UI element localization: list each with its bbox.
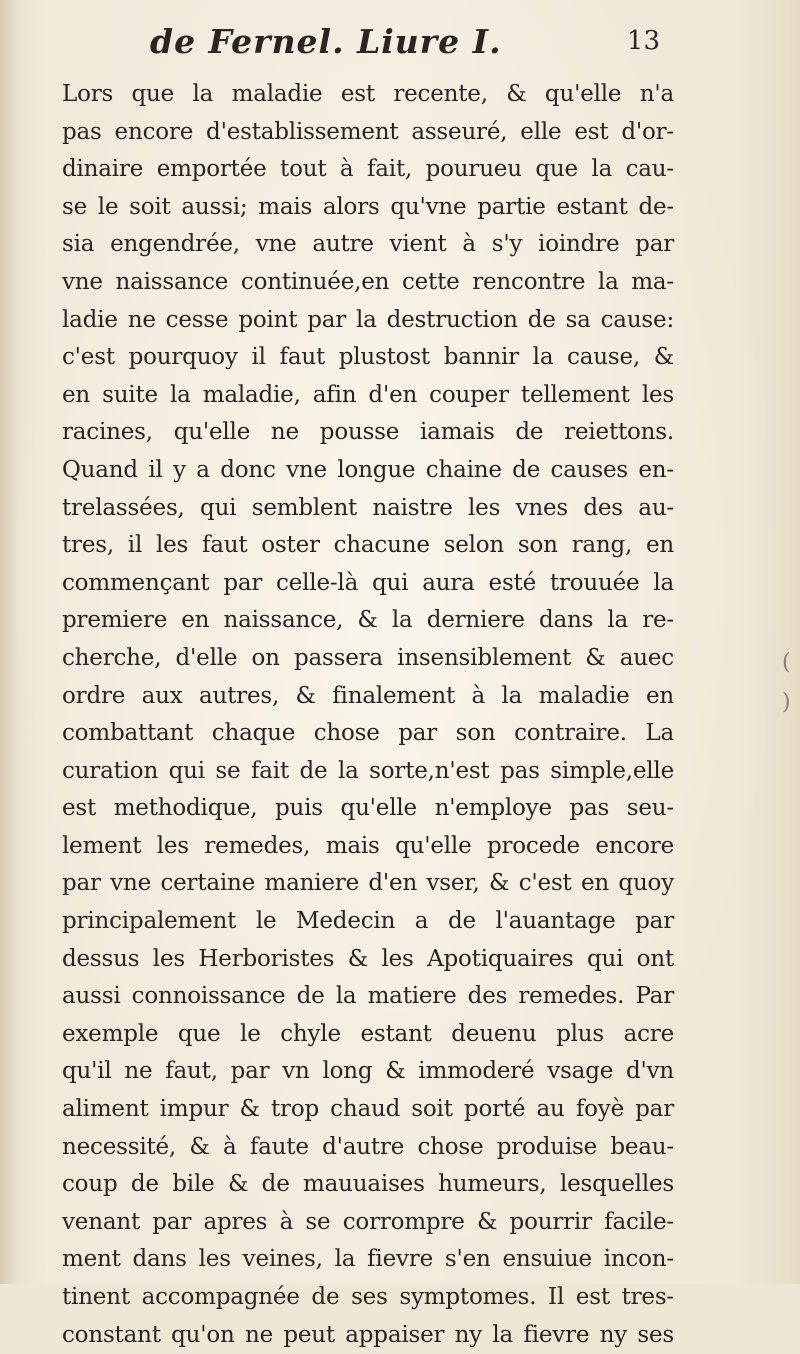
text-line: dessus les Herboristes & les Apotiquaires qui ont [62,945,674,972]
text-line: pas encore d'establissement asseuré, elle est d'or- [62,118,674,145]
body-text [62,76,674,1354]
text-line: c'est pourquoy il faut plustost bannir la cause, & [62,344,674,371]
text-line: necessité, & à faute d'autre chose produise beau- [62,1133,674,1160]
text-line: Lors que la maladie est recente, & qu'elle n'a [62,81,674,107]
text-line: trelassées, qui semblent naistre les vnes des au- [62,494,674,521]
text-line: commençant par celle-là qui aura esté trouuée la [62,569,674,596]
text-line: venant par apres à se corrompre & pourrir facile- [62,1208,674,1235]
text-line: combattant chaque chose par son contraire. La [62,720,674,747]
text-line: aussi connoissance de la matiere des remedes. Par [62,983,674,1010]
text-line: aliment impur & trop chaud soit porté au foyè par [62,1096,674,1123]
text-line: racines, qu'elle ne pousse iamais de reiettons. [62,419,674,446]
text-line: tinent accompagnée de ses symptomes. Il est tres- [62,1284,674,1310]
text-line: constant qu'on ne peut appaiser ny la fievre ny ses [62,1321,674,1348]
text-line: coup de bile & de mauuaises humeurs, lesquelles [62,1171,674,1198]
text-line: exemple que le chyle estant deuenu plus acre [62,1020,674,1047]
text-line: Quand il y a donc vne longue chaine de causes en- [62,456,674,483]
text-line: ladie ne cesse point par la destruction de sa cause: [62,306,674,333]
text-line: en suite la maladie, afin d'en couper tellement les [62,381,674,408]
margin-show-through-mark: ( [782,650,791,675]
page-gutter-shadow [0,0,18,1284]
text-line: principalement le Medecin a de l'auantage par [62,908,674,935]
text-line: premiere en naissance, & la derniere dans la re- [62,607,674,634]
running-head-title: de Fernel. Liure I. [150,22,502,61]
running-head [150,22,660,72]
text-line: est methodique, puis qu'elle n'employe pas seu- [62,795,674,822]
text-line: lement les remedes, mais qu'elle procede encore [62,832,674,859]
text-line: ment dans les veines, la fievre s'en ensuiue incon- [62,1246,674,1273]
page-number: 13 [626,26,660,56]
text-line: vne naissance continuée,en cette rencontre la ma- [62,268,674,295]
text-line: sia engendrée, vne autre vient à s'y ioindre par [62,231,674,258]
margin-show-through-mark: ) [782,690,791,715]
text-line: par vne certaine maniere d'en vser, & c'est en quoy [62,870,674,897]
text-line: curation qui se fait de la sorte,n'est pas simple,elle [62,757,674,784]
text-line: se le soit aussi; mais alors qu'vne partie estant de- [62,193,674,220]
text-line: ordre aux autres, & finalement à la maladie en [62,682,674,709]
text-line: tres, il les faut oster chacune selon son rang, en [62,532,674,559]
text-line: dinaire emportée tout à fait, pourueu que la cau- [62,156,674,183]
text-line: qu'il ne faut, par vn long & immoderé vsage d'vn [62,1058,674,1085]
text-line: cherche, d'elle on passera insensiblement & auec [62,644,674,671]
